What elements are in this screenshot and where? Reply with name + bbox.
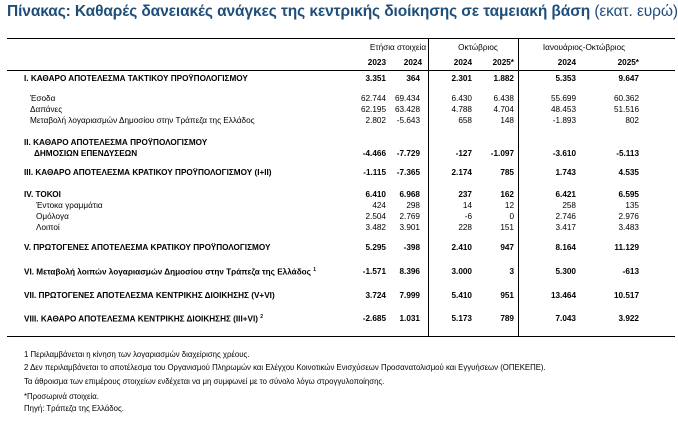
cell: 6.595 bbox=[618, 190, 639, 199]
cell: -5.643 bbox=[396, 116, 420, 125]
cell: 13.464 bbox=[550, 291, 576, 300]
cell: 7.999 bbox=[399, 291, 420, 300]
row-label: I. ΚΑΘΑΡΟ ΑΠΟΤΕΛΕΣΜΑ ΤΑΚΤΙΚΟΥ ΠΡΟΫΠΟΛΟΓΙΣΜΟΥ bbox=[24, 74, 248, 83]
cell: -1.097 bbox=[490, 149, 514, 158]
cell: 135 bbox=[625, 201, 639, 210]
provisional-note: *Προσωρινά στοιχεία. bbox=[24, 392, 99, 401]
title-unit: (εκατ. ευρώ) bbox=[594, 3, 678, 20]
cell: 6.410 bbox=[365, 190, 386, 199]
cell: 785 bbox=[500, 168, 514, 177]
cell: 364 bbox=[406, 74, 420, 83]
cell: 2.504 bbox=[365, 212, 386, 221]
cell: 60.362 bbox=[613, 94, 639, 103]
cell: 69.434 bbox=[394, 94, 420, 103]
cell: 4.788 bbox=[451, 105, 472, 114]
cell: 0 bbox=[509, 212, 514, 221]
cell: 162 bbox=[500, 190, 514, 199]
footnote-ref: 2 bbox=[260, 314, 264, 320]
cell: -7.365 bbox=[396, 168, 420, 177]
header-year-1: 2023 bbox=[367, 58, 386, 67]
cell: 1.031 bbox=[399, 314, 420, 323]
cell: 151 bbox=[500, 223, 514, 232]
cell: 789 bbox=[500, 314, 514, 323]
cell: 951 bbox=[500, 291, 514, 300]
cell: 258 bbox=[562, 201, 576, 210]
cell: 802 bbox=[625, 116, 639, 125]
cell: 48.453 bbox=[550, 105, 576, 114]
footnote-1: 1 Περιλαμβάνεται η κίνηση των λογαριασμών διαχείρισης χρέους. bbox=[24, 350, 250, 359]
cell: 148 bbox=[500, 116, 514, 125]
cell: 3.000 bbox=[451, 267, 472, 276]
header-annual: Ετήσια στοιχεία bbox=[369, 43, 427, 52]
title-main: Πίνακας: Καθαρές δανειακές ανάγκες της κεντρικής διοίκησης σε ταμειακή βάση bbox=[7, 3, 591, 20]
cell: 12 bbox=[504, 201, 514, 210]
cell: 2.746 bbox=[555, 212, 576, 221]
cell: 51.516 bbox=[613, 105, 639, 114]
row-label-line2: ΔΗΜΟΣΙΩΝ ΕΠΕΝΔΥΣΕΩΝ bbox=[34, 149, 138, 158]
row-label-text: VIII. ΚΑΘΑΡΟ ΑΠΟΤΕΛΕΣΜΑ ΚΕΝΤΡΙΚΗΣ ΔΙΟΙΚΗΣΗΣ (III+VI) bbox=[24, 314, 258, 324]
cell: -1.893 bbox=[552, 116, 576, 125]
cell: 237 bbox=[458, 190, 472, 199]
cell: -3.610 bbox=[552, 149, 576, 158]
row-label bbox=[24, 314, 263, 324]
cell: 62.195 bbox=[360, 105, 386, 114]
cell: 9.647 bbox=[618, 74, 639, 83]
cell: 8.396 bbox=[399, 267, 420, 276]
header-year-4: 2025* bbox=[492, 58, 514, 67]
table-row bbox=[0, 314, 678, 326]
cell: 3.901 bbox=[399, 223, 420, 232]
cell: 5.353 bbox=[555, 74, 576, 83]
cell: 6.438 bbox=[493, 94, 514, 103]
cell: 5.173 bbox=[451, 314, 472, 323]
cell: -7.729 bbox=[396, 149, 420, 158]
header-year-2: 2024 bbox=[403, 58, 422, 67]
cell: 6.421 bbox=[555, 190, 576, 199]
row-label: Ομόλογα bbox=[36, 212, 69, 221]
row-label bbox=[24, 267, 316, 277]
cell: 2.174 bbox=[451, 168, 472, 177]
row-label: III. ΚΑΘΑΡΟ ΑΠΟΤΕΛΕΣΜΑ ΚΡΑΤΙΚΟΥ ΠΡΟΫΠΟΛΟΓΙΣΜΟΥ (I+II) bbox=[24, 168, 272, 177]
table-row bbox=[0, 138, 678, 162]
cell: 1.743 bbox=[555, 168, 576, 177]
cell: 2.301 bbox=[451, 74, 472, 83]
source-note: Πηγή: Τράπεζα της Ελλάδος. bbox=[24, 404, 124, 413]
table-row bbox=[0, 243, 678, 255]
row-label: II. ΚΑΘΑΡΟ ΑΠΟΤΕΛΕΣΜΑ ΠΡΟΫΠΟΛΟΓΙΣΜΟΥ bbox=[24, 138, 208, 147]
cell: -127 bbox=[455, 149, 472, 158]
cell: 658 bbox=[458, 116, 472, 125]
cell: 4.535 bbox=[618, 168, 639, 177]
table-row bbox=[0, 291, 678, 303]
cell: 5.295 bbox=[365, 243, 386, 252]
cell: -613 bbox=[622, 267, 639, 276]
footnote-ref: 1 bbox=[313, 267, 317, 273]
row-label: Μεταβολή λογαριασμών Δημοσίου στην Τράπεζα της Ελλάδος bbox=[30, 116, 255, 125]
cell: -1.115 bbox=[363, 168, 386, 177]
cell: 7.043 bbox=[555, 314, 576, 323]
cell: 1.882 bbox=[493, 74, 514, 83]
table-row bbox=[0, 267, 678, 279]
cell: -5.113 bbox=[616, 149, 639, 158]
cell: 55.699 bbox=[550, 94, 576, 103]
row-label: Έντοκα γραμμάτια bbox=[36, 201, 103, 210]
footnote-2: 2 Δεν περιλαμβάνεται το αποτέλεσμα του Οργανισμού Πληρωμών και Ελέγχου Κοινοτικών Ενισχύσεων Προσανατολισμού και Εγγυήσεων (ΟΠΕΚΕΠΕ). bbox=[24, 363, 546, 372]
cell: 8.164 bbox=[555, 243, 576, 252]
cell: -4.466 bbox=[362, 149, 386, 158]
table-row bbox=[0, 116, 678, 128]
cell: 4.704 bbox=[493, 105, 514, 114]
header-rule-bottom bbox=[7, 70, 675, 71]
cell: 2.802 bbox=[365, 116, 386, 125]
row-label: Λοιποί bbox=[36, 223, 60, 232]
cell: 947 bbox=[500, 243, 514, 252]
header-jan-oct: Ιανουάριος-Οκτώβριος bbox=[542, 43, 626, 52]
cell: 3.922 bbox=[618, 314, 639, 323]
cell: 10.517 bbox=[613, 291, 639, 300]
row-label: VII. ΠΡΩΤΟΓΕΝΕΣ ΑΠΟΤΕΛΕΣΜΑ ΚΕΝΤΡΙΚΗΣ ΔΙΟΙΚΗΣΗΣ (V+VI) bbox=[24, 291, 275, 300]
cell: 6.430 bbox=[451, 94, 472, 103]
header-october: Οκτώβριος bbox=[458, 43, 498, 52]
table-row bbox=[0, 223, 678, 235]
cell: 62.744 bbox=[360, 94, 386, 103]
cell: 6.968 bbox=[399, 190, 420, 199]
cell: 2.976 bbox=[618, 212, 639, 221]
header-year-5: 2024 bbox=[557, 58, 576, 67]
table-row bbox=[0, 74, 678, 86]
cell: 2.410 bbox=[451, 243, 472, 252]
table-row bbox=[0, 168, 678, 180]
cell: 63.428 bbox=[394, 105, 420, 114]
cell: 3.482 bbox=[365, 223, 386, 232]
row-label-text: VI. Μεταβολή λοιπών λογαριασμών Δημοσίου στην Τράπεζα της Ελλάδος bbox=[24, 267, 311, 277]
cell: 3.351 bbox=[365, 74, 386, 83]
header-year-3: 2024 bbox=[453, 58, 472, 67]
cell: 424 bbox=[372, 201, 386, 210]
cell: 3 bbox=[509, 267, 514, 276]
cell: 228 bbox=[458, 223, 472, 232]
cell: 11.129 bbox=[614, 243, 639, 252]
cell: -398 bbox=[403, 243, 420, 252]
cell: 5.300 bbox=[555, 267, 576, 276]
cell: 3.417 bbox=[555, 223, 576, 232]
cell: 298 bbox=[406, 201, 420, 210]
row-label: Έσοδα bbox=[30, 94, 56, 103]
cell: 5.410 bbox=[451, 291, 472, 300]
rounding-note: Τα άθροισμα των επιμέρους στοιχείων ενδέχεται να μη συμφωνεί με το σύνολο λόγω στρογγυλοποίησης. bbox=[24, 377, 385, 386]
cell: -6 bbox=[464, 212, 472, 221]
header-rule-top bbox=[7, 38, 675, 39]
row-label: Δαπάνες bbox=[30, 105, 63, 114]
table-title bbox=[7, 3, 678, 21]
cell: 2.769 bbox=[399, 212, 420, 221]
table-rule-bottom bbox=[7, 336, 675, 337]
row-label: V. ΠΡΩΤΟΓΕΝΕΣ ΑΠΟΤΕΛΕΣΜΑ ΚΡΑΤΙΚΟΥ ΠΡΟΫΠΟΛΟΓΙΣΜΟΥ bbox=[24, 243, 271, 252]
row-label: IV. ΤΟΚΟΙ bbox=[24, 190, 61, 199]
cell: -1.571 bbox=[362, 267, 386, 276]
cell: 3.483 bbox=[618, 223, 639, 232]
header-year-6: 2025* bbox=[617, 58, 639, 67]
cell: 14 bbox=[462, 201, 472, 210]
cell: 3.724 bbox=[365, 291, 386, 300]
cell: -2.685 bbox=[362, 314, 386, 323]
